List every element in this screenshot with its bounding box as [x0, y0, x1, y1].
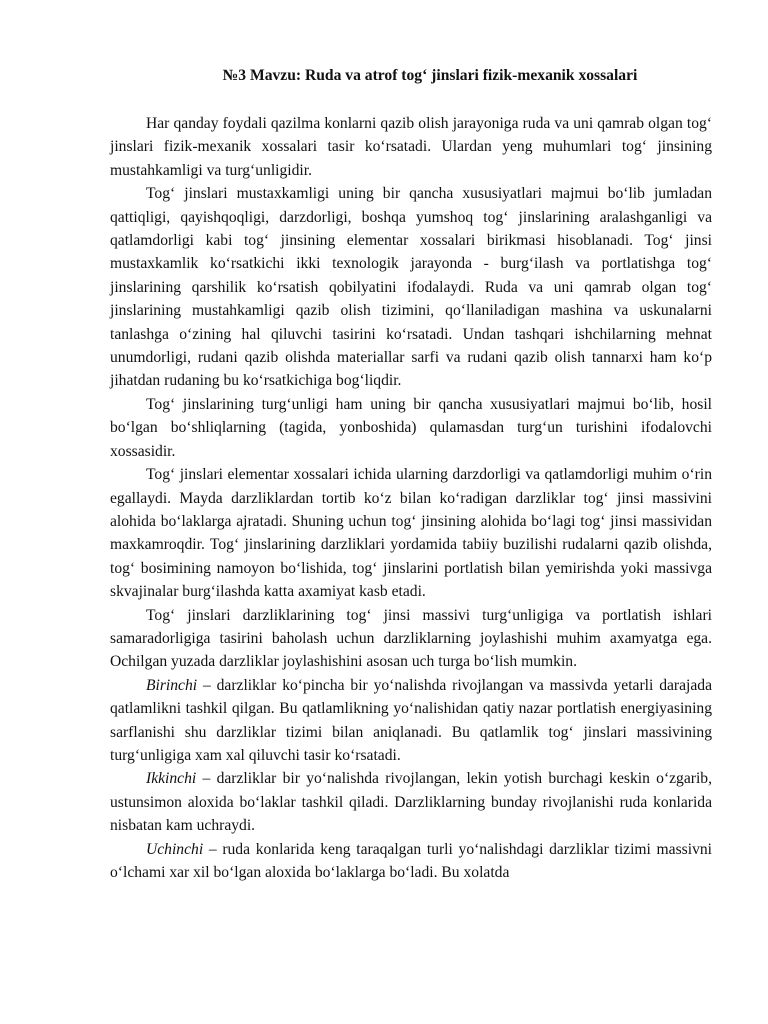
paragraph-text: Har qanday foydali qazilma konlarni qazib olish jarayoniga ruda va uni qamrab olgan tog‘ jinslari fizik-mexanik xossalari tasir ko‘rsatadi. Ulardan yeng muhumlari tog‘ jinsining mustahkamligi va turg‘unligidir. [110, 115, 712, 179]
paragraph-text: – ruda konlarida keng taraqalgan turli yo‘nalishdagi darzliklar tizimi massivni o‘lchami xar xil bo‘lgan aloxida bo‘laklarga bo‘ladi. Bu xolatda [110, 840, 712, 881]
paragraph-lead-italic: Birinchi [146, 676, 198, 694]
paragraph-7 [110, 767, 712, 837]
paragraph-2 [110, 182, 712, 393]
paragraph-8 [110, 838, 712, 885]
paragraph-text: – darzliklar bir yo‘nalishda rivojlangan, lekin yotish burchagi keskin o‘zgarib, ustunsimon aloxida bo‘laklar tashkil qiladi. Darzliklarning bunday rivojlanishi ruda konlarida nisbatan kam uchraydi. [110, 770, 712, 835]
document-page [110, 64, 712, 884]
paragraph-6 [110, 674, 712, 768]
paragraph-text: – darzliklar ko‘pincha bir yo‘nalishda rivojlangan va massivda yetarli darajada qatlamlikni tashkil qilgan. Bu qatlamlikning yo‘nalishidan qatiy nazar portlatish energiyasining sarflanishi shu darzliklar tizimi bilan aniqlanadi. Bu qatlamlik tog‘ jinslari massivining turg‘unligiga xam xal qiluvchi tasir ko‘rsatadi. [110, 676, 712, 764]
paragraph-text: Tog‘ jinslari mustaxkamligi uning bir qancha xususiyatlari majmui bo‘lib jumladan qattiqligi, qayishqoqligi, darzdorligi, boshqa yumshoq tog‘ jinslarining aralashganligi va qatlamdorligi kabi tog‘ jinsining elementar xossalari birikmasi hisoblanadi. Tog‘ jinsi mustaxkamlik ko‘rsatkichi ikki texnologik jarayonda - burg‘ilash va portlatishga tog‘ jinslarining qarshilik ko‘rsatish qobilyatini ifodalaydi. Ruda va uni qamrab olgan tog‘ jinslarining mustahkamligi qazib olish tizimini, qo‘llaniladigan mashina va uskunalarni tanlashga o‘zining hal qiluvchi tasirini ko‘rsatadi. Undan tashqari ishchilarning mehnat unumdorligi, rudani qazib olishda materiallar sarfi va rudani qazib olish tannarxi ham ko‘p jihatdan rudaning bu ko‘rsatkichiga bog‘liqdir. [110, 185, 712, 390]
paragraph-1 [110, 112, 712, 182]
paragraph-lead-italic: Ikkinchi [146, 770, 197, 788]
paragraph-lead-italic: Uchinchi [146, 840, 204, 858]
paragraph-5 [110, 604, 712, 674]
paragraph-3 [110, 393, 712, 463]
paragraph-text: Tog‘ jinslari elementar xossalari ichida ularning darzdorligi va qatlamdorligi muhim o‘rin egallaydi. Mayda darzliklardan tortib ko‘z bilan ko‘radigan darzliklar tog‘ jinsi massivini alohida bo‘laklarga ajratadi. Shuning uchun tog‘ jinsining alohida bo‘lagi tog‘ jinsi massividan maxkamroqdir. Tog‘ jinslarining darzliklari yordamida tabiiy buzilishi rudalarni qazib olishda, tog‘ bosimining namoyon bo‘lishida, tog‘ jinslarini portlatish bilan yemirishda yoki massivga skvajinalar burg‘ilashda katta axamiyat kasb etadi. [110, 466, 712, 601]
paragraph-text: Tog‘ jinslarining turg‘unligi ham uning bir qancha xususiyatlari majmui bo‘lib, hosil bo‘lgan bo‘shliqlarning (tagida, yonboshida) qulamasdan turg‘un turishini ifodalovchi xossasidir. [110, 395, 712, 460]
paragraph-text: Tog‘ jinslari darzliklarining tog‘ jinsi massivi turg‘unligiga va portlatish ishlari samaradorligiga tasirini baholash uchun darzliklarning joylashishi muhim axamyatga ega. Ochilgan yuzada darzliklar joylashishini asosan uch turga bo‘lish mumkin. [110, 606, 712, 671]
paragraph-4 [110, 463, 712, 603]
page-title: №3 Mavzu: Ruda va atrof tog‘ jinslari fizik-mexanik xossalari [222, 67, 638, 84]
